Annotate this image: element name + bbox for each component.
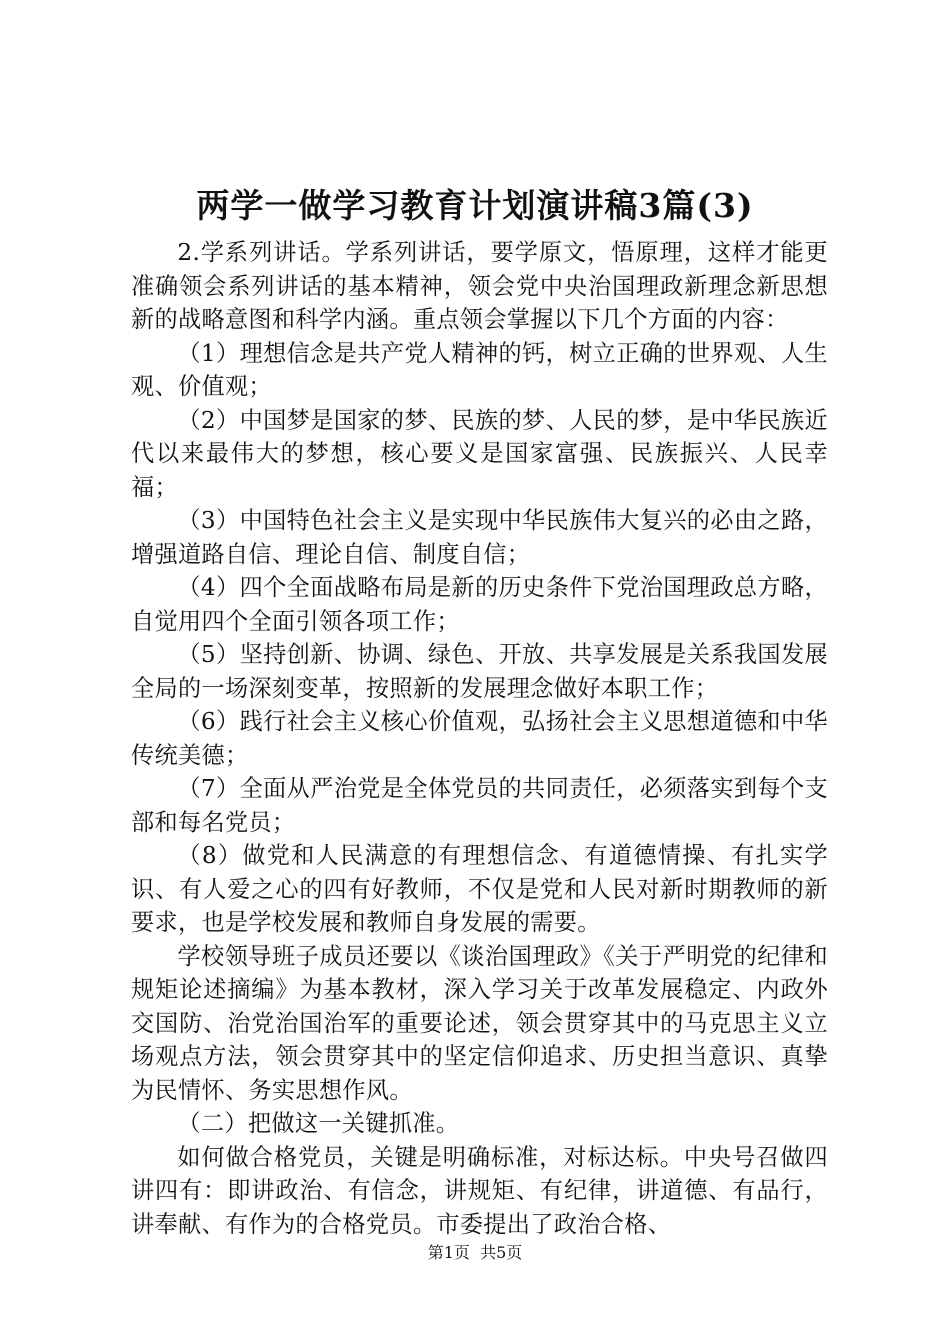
page-total: 共5页 <box>480 1243 523 1262</box>
page-footer <box>0 1242 950 1264</box>
paragraph: 如何做合格党员，关键是明确标准，对标达标。中央号召做四讲四有：即讲政治、有信念，讲规矩、有纪律，讲道德、有品行，讲奉献、有作为的合格党员。市委提出了政治合格、 <box>131 1143 828 1238</box>
page-number: 第1页 <box>427 1243 470 1262</box>
paragraph: 2.学系列讲话。学系列讲话，要学原文，悟原理，这样才能更准确领会系列讲话的基本精神，领会党中央治国理政新理念新思想新的战略意图和科学内涵。重点领会掌握以下几个方面的内容： <box>131 239 828 333</box>
paragraph: 学校领导班子成员还要以《谈治国理政》《关于严明党的纪律和规矩论述摘编》为基本教材，深入学习关于改革发展稳定、内政外交国防、治党治国治军的重要论述，领会贯穿其中的马克思主义立场观点方法，领会贯穿其中的坚定信仰追求、历史担当意识、真挚为民情怀、务实思想作风。 <box>131 942 828 1104</box>
paragraph: （5）坚持创新、协调、绿色、开放、共享发展是关系我国发展全局的一场深刻变革，按照新的发展理念做好本职工作； <box>131 641 828 702</box>
paragraph: （4）四个全面战略布局是新的历史条件下党治国理政总方略，自觉用四个全面引领各项工作； <box>131 574 828 635</box>
paragraph: （8）做党和人民满意的有理想信念、有道德情操、有扎实学识、有人爱之心的四有好教师，不仅是党和人民对新时期教师的新要求，也是学校发展和教师自身发展的需要。 <box>131 842 828 936</box>
document-body <box>131 236 828 1241</box>
paragraph: （1）理想信念是共产党人精神的钙，树立正确的世界观、人生观、价值观； <box>131 339 828 400</box>
paragraph: （二）把做这一关键抓准。 <box>177 1110 460 1137</box>
paragraph: （6）践行社会主义核心价值观，弘扬社会主义思想道德和中华传统美德； <box>131 708 828 769</box>
paragraph: （2）中国梦是国家的梦、民族的梦、人民的梦，是中华民族近代以来最伟大的梦想，核心要义是国家富强、民族振兴、人民幸福； <box>131 406 828 501</box>
paragraph: （3）中国特色社会主义是实现中华民族伟大复兴的必由之路，增强道路自信、理论自信、制度自信； <box>131 507 828 568</box>
document-title: 两学一做学习教育计划演讲稿3篇(3) <box>196 186 754 225</box>
paragraph: （7）全面从严治党是全体党员的共同责任，必须落实到每个支部和每名党员； <box>131 775 828 836</box>
